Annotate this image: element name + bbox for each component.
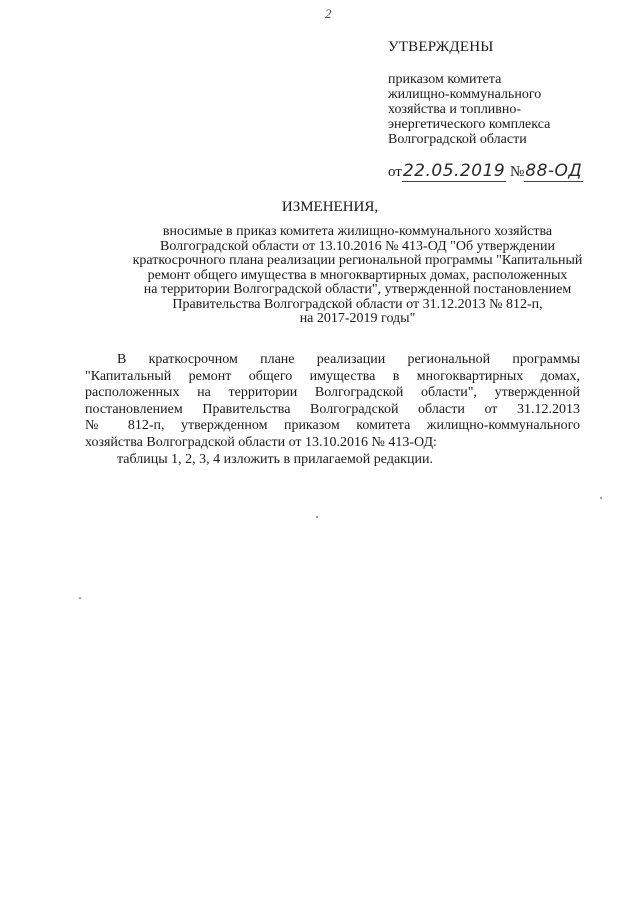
subtitle-line: вносимые в приказ комитета жилищно-коммунального хозяйства	[162, 224, 553, 239]
approval-date-number	[388, 161, 623, 182]
handwritten-number: 88-ОД	[525, 161, 583, 181]
body-line: хозяйства Волгоградской области от 13.10.2016 № 413-ОД:	[85, 434, 437, 450]
document-subtitle	[85, 225, 630, 327]
subtitle-line: на территории Волгоградской области", утвержденной постановлением	[143, 282, 572, 297]
body-paragraph	[85, 352, 580, 468]
subtitle-line: ремонт общего имущества в многоквартирных домах, расположенных	[147, 267, 568, 283]
approval-block	[388, 40, 623, 182]
number-prefix: №	[509, 164, 525, 180]
body-line: В краткосрочном плане реализации региональной программы	[117, 352, 580, 367]
approval-line: жилищно-коммунального	[388, 87, 542, 102]
title-text: ИЗМЕНЕНИЯ,	[281, 199, 379, 215]
body-line: таблицы 1, 2, 3, 4 изложить в прилагаемой редакции.	[117, 451, 433, 467]
document-title	[0, 199, 640, 216]
handwritten-date: 22.05.2019	[402, 161, 506, 181]
date-prefix: от	[388, 164, 402, 180]
approval-line: хозяйства и топливно-	[388, 102, 522, 117]
scan-speck	[316, 516, 318, 518]
approval-line: приказом комитета	[388, 72, 502, 87]
subtitle-line: на 2017-2019 годы"	[299, 311, 416, 326]
body-line: "Капитальный ремонт общего имущества в многоквартирных домах,	[85, 368, 580, 384]
subtitle-line: Волгоградской области от 13.10.2016 № 413-ОД "Об утверждении	[160, 238, 555, 254]
scan-speck	[600, 497, 602, 499]
approval-line: энергетического комплекса	[388, 117, 551, 132]
approval-line: Волгоградской области	[388, 132, 527, 147]
body-line: постановлением Правительства Волгоградской области от 31.12.2013	[85, 401, 580, 417]
body-line: расположенных на территории Волгоградской области", утвержденной	[85, 385, 580, 401]
body-line: № 812-п, утвержденном приказом комитета жилищно-коммунального	[85, 418, 580, 434]
scan-speck	[79, 597, 81, 599]
subtitle-line: краткосрочного плана реализации региональной программы "Капитальный	[132, 253, 583, 268]
subtitle-line: Правительства Волгоградской области от 31.12.2013 № 812-п,	[172, 296, 543, 312]
approval-heading: УТВЕРЖДЕНЫ	[388, 39, 494, 55]
page-number: 2	[325, 6, 332, 21]
